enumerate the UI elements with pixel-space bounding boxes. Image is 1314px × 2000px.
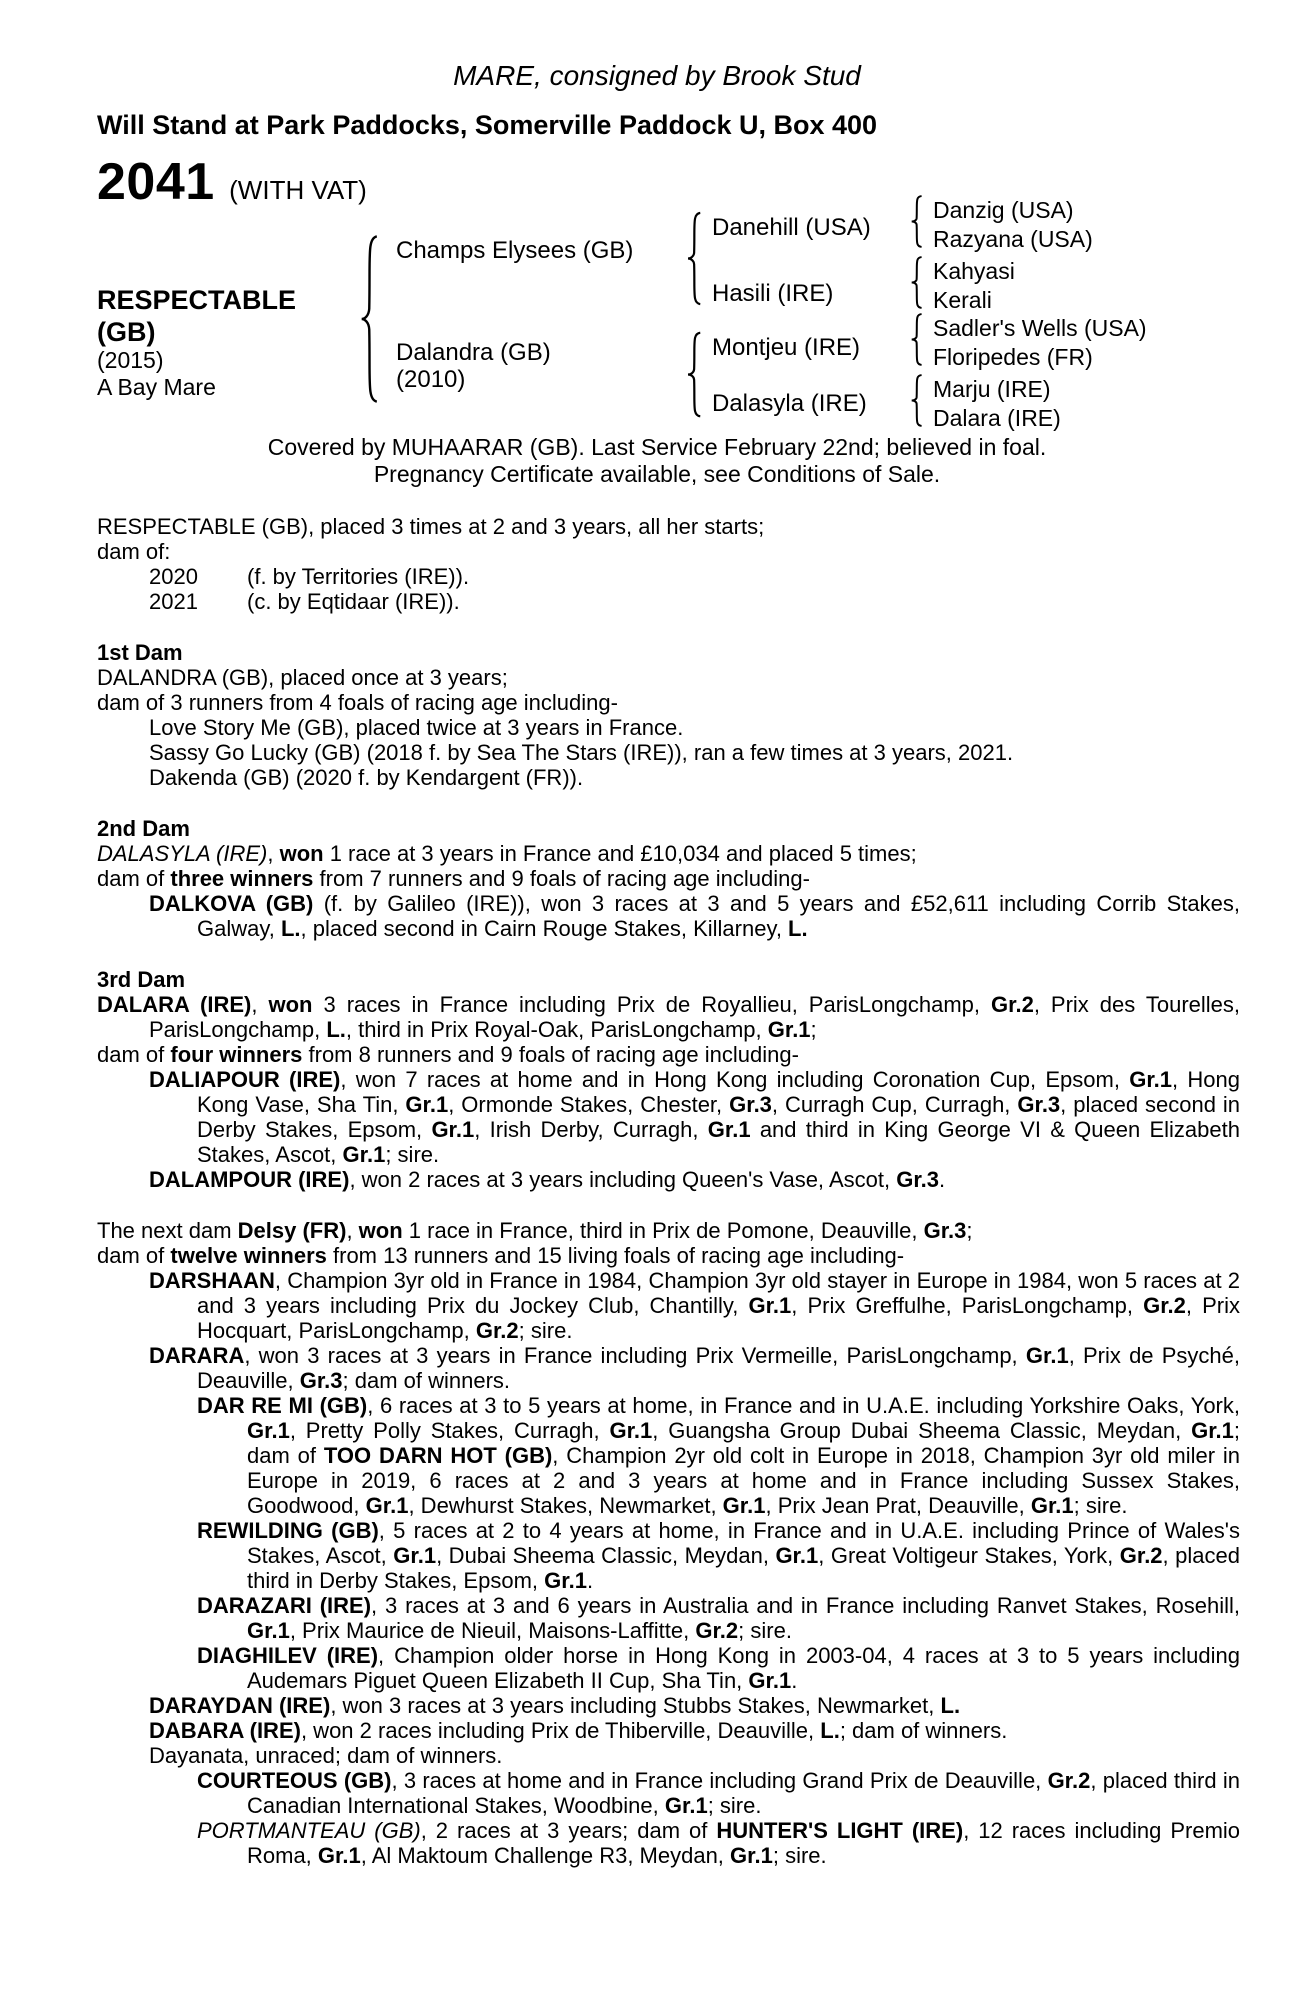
catalogue-paragraph (97, 1818, 1240, 1868)
text-run: Love Story Me (GB), placed twice at 3 years in France. (149, 715, 684, 740)
produce-year: 2021 (149, 589, 198, 614)
text-run: . (586, 1568, 594, 1593)
catalogue-paragraph (97, 1393, 1240, 1518)
text-run: Gr.3 (729, 1092, 772, 1117)
text-run: L. (820, 1718, 840, 1743)
pedigree-gen3-1: Razyana (USA) (933, 226, 1093, 252)
pedigree-gen3-5: Floripedes (FR) (933, 344, 1093, 370)
pedigree-brace-gen3-2 (906, 256, 923, 309)
text-run: Gr.1 (1129, 1067, 1173, 1092)
covering-line-1: Covered by MUHAARAR (GB). Last Service February 22nd; believed in foal. (267, 434, 1047, 460)
text-run: Gr.1 (730, 1843, 773, 1868)
text-run: , Champion 2yr old colt in Europe in 2018, Champion 3yr old miler in Europe in 2019, 6 races at 2 and 3 years at home and in France including Sussex Stakes, Goodwood, (247, 1443, 1241, 1518)
text-run: Gr.2 (1143, 1293, 1186, 1318)
text-run: , Prix de Psyché, Deauville, (197, 1343, 1240, 1393)
text-run: DALASYLA (IRE) (97, 841, 268, 866)
text-run: four winners (170, 1042, 303, 1067)
pedigree-section (97, 816, 1240, 941)
text-run: three winners (170, 866, 314, 891)
pedigree-brace-gen1 (353, 233, 379, 405)
text-run: , 3 races at home and in France including Grand Prix de Deauville, (391, 1768, 1048, 1793)
text-run: Gr.1 (1030, 1493, 1074, 1518)
text-run: , placed third in Derby Stakes, Epsom, (247, 1543, 1240, 1593)
text-run: REWILDING (GB) (197, 1518, 379, 1543)
produce-year: 2020 (149, 564, 198, 589)
text-run: , won 2 races at 3 years including Queen's Vase, Ascot, (349, 1167, 897, 1192)
catalogue-paragraph (97, 1343, 1240, 1393)
catalogue-paragraph (97, 589, 1240, 614)
pedigree-gen3-6: Marju (IRE) (933, 376, 1051, 402)
text-run: Gr.1 (393, 1543, 437, 1568)
text-run: ; sire. (518, 1318, 573, 1343)
text-run: Gr.1 (748, 1293, 792, 1318)
lot-horse-description: A Bay Mare (97, 374, 216, 400)
text-run: Gr.1 (317, 1843, 361, 1868)
pedigree-brace-gen2-top (681, 211, 702, 306)
text-run: PORTMANTEAU (GB) (197, 1818, 421, 1843)
text-run: (f. by Territories (IRE)). (247, 564, 470, 589)
text-run: DAR RE MI (GB) (197, 1393, 368, 1418)
text-run: Dayanata, unraced; dam of winners. (149, 1743, 503, 1768)
text-run: , Curragh Cup, Curragh, (771, 1092, 1018, 1117)
lot-number-row (97, 152, 367, 212)
text-run: ; dam of winners. (342, 1368, 511, 1393)
text-run: The next dam (97, 1218, 238, 1243)
text-run: won (279, 841, 324, 866)
text-run: Gr.1 (775, 1543, 819, 1568)
text-run: Dakenda (GB) (2020 f. by Kendargent (FR)). (149, 765, 584, 790)
text-run: Gr.3 (896, 1167, 940, 1192)
text-run: Gr.3 (1017, 1092, 1061, 1117)
text-run: dam of 3 runners from 4 foals of racing age including- (97, 690, 618, 715)
text-run: Gr.1 (1025, 1343, 1069, 1368)
text-run: Gr.3 (299, 1368, 343, 1393)
catalogue-paragraph (97, 1067, 1240, 1167)
pedigree-brace-gen2-bottom (681, 331, 702, 418)
catalogue-paragraph (97, 740, 1240, 765)
catalogue-paragraph (97, 841, 1240, 866)
pedigree-gen2-dam-dam: Dalasyla (IRE) (712, 390, 867, 417)
text-run: twelve winners (170, 1243, 327, 1268)
text-run: Sassy Go Lucky (GB) (2018 f. by Sea The Stars (IRE)), ran a few times at 3 years, 2021. (149, 740, 1014, 765)
pedigree-gen3-2: Kahyasi (933, 258, 1015, 284)
pedigree-gen3-4: Sadler's Wells (USA) (933, 315, 1147, 341)
catalogue-paragraph (97, 992, 1240, 1042)
pedigree-section (97, 1218, 1240, 1868)
text-run: (f. by Galileo (IRE)), won 3 races at 3 and 5 years and £52,611 including Corrib Stakes, Galway, (197, 891, 1240, 941)
catalogue-paragraph (97, 690, 1240, 715)
text-run: Gr.1 (664, 1793, 708, 1818)
section-heading: 3rd Dam (97, 967, 186, 992)
catalogue-paragraph (97, 539, 1240, 564)
pedigree-gen2-sire-dam: Hasili (IRE) (712, 280, 834, 307)
pedigree-section (97, 514, 1240, 614)
text-run: from 8 runners and 9 foals of racing age including- (302, 1042, 799, 1067)
catalogue-paragraph (97, 1768, 1240, 1818)
text-run: . (939, 1167, 946, 1192)
text-run: , won 3 races at 3 years including Stubbs Stakes, Newmarket, (330, 1693, 941, 1718)
text-run: ; sire. (707, 1793, 762, 1818)
text-run: , Al Maktoum Challenge R3, Meydan, (360, 1843, 731, 1868)
text-run: Gr.1 (544, 1568, 587, 1593)
text-run: Gr.2 (1119, 1543, 1163, 1568)
text-run: , third in Prix Royal-Oak, ParisLongchamp, (345, 1017, 768, 1042)
text-run: Gr.1 (405, 1092, 449, 1117)
text-run: , won 3 races at 3 years in France including Prix Vermeille, ParisLongchamp, (244, 1343, 1026, 1368)
text-run: ; sire. (385, 1142, 440, 1167)
catalogue-paragraph (97, 715, 1240, 740)
catalogue-paragraph (97, 1743, 1240, 1768)
text-run: ; sire. (1073, 1493, 1128, 1518)
text-run: , Dewhurst Stakes, Newmarket, (408, 1493, 723, 1518)
text-run: dam of (97, 1042, 171, 1067)
text-run: , Prix Greffulhe, ParisLongchamp, (791, 1293, 1144, 1318)
text-run: DIAGHILEV (IRE) (197, 1643, 379, 1668)
text-run: Gr.2 (475, 1318, 519, 1343)
pedigree-brace-gen3-3 (906, 313, 923, 366)
text-run: Gr.1 (748, 1668, 792, 1693)
text-run: Gr.1 (431, 1117, 475, 1142)
text-run: dam of: (97, 539, 171, 564)
text-run: , (346, 1218, 359, 1243)
text-run: , won 7 races at home and in Hong Kong including Coronation Cup, Epsom, (340, 1067, 1130, 1092)
text-run: ; (966, 1218, 973, 1243)
text-run: won (268, 992, 313, 1017)
text-run: (c. by Eqtidaar (IRE)). (247, 589, 460, 614)
lot-year-foaled: (2015) (97, 347, 164, 373)
text-run: Gr.1 (247, 1618, 290, 1643)
text-run: DALIAPOUR (IRE) (149, 1067, 341, 1092)
text-run: , Irish Derby, Curragh, (474, 1117, 708, 1142)
text-run: , 6 races at 3 to 5 years at home, in France and in U.A.E. including Yorkshire Oaks, York, (367, 1393, 1240, 1418)
text-run: , Prix des Tourelles, ParisLongchamp, (149, 992, 1240, 1042)
text-run: , Great Voltigeur Stakes, York, (818, 1543, 1120, 1568)
text-run: Gr.1 (1191, 1418, 1234, 1443)
text-run: and third in King George VI & Queen Elizabeth Stakes, Ascot, (197, 1117, 1240, 1167)
text-run: Gr.1 (722, 1493, 766, 1518)
covering-statement (0, 434, 1314, 488)
text-run: L. (788, 916, 808, 941)
text-run: 1 race in France, third in Prix de Pomone, Deauville, (402, 1218, 924, 1243)
text-run: , Champion 3yr old in France in 1984, Champion 3yr old stayer in Europe in 1984, won 5 races at 2 and 3 years including Prix du Jockey Club, Chantilly, (197, 1268, 1240, 1318)
vat-note: (WITH VAT) (229, 175, 367, 205)
pedigree-gen3-0: Danzig (USA) (933, 197, 1074, 223)
text-run: Gr.1 (707, 1117, 751, 1142)
text-run: Gr.1 (609, 1418, 653, 1443)
lot-number: 2041 (97, 153, 215, 211)
catalogue-paragraph (97, 1042, 1240, 1067)
lot-horse-name: RESPECTABLE (97, 285, 297, 315)
text-run: DALARA (IRE) (97, 992, 252, 1017)
text-run: Gr.2 (1047, 1768, 1091, 1793)
text-run: ; sire. (738, 1618, 792, 1643)
text-run: Gr.1 (767, 1017, 811, 1042)
text-run: , 3 races at 3 and 6 years in Australia and in France including Ranvet Stakes, Rosehill, (371, 1593, 1240, 1618)
lot-horse-name-suffix: (GB) (97, 317, 156, 347)
text-run: , Ormonde Stakes, Chester, (448, 1092, 730, 1117)
text-run: L. (326, 1017, 346, 1042)
pedigree-brace-gen3-4 (906, 374, 923, 427)
text-run: TOO DARN HOT (GB) (323, 1443, 553, 1468)
text-run: , Pretty Polly Stakes, Curragh, (289, 1418, 610, 1443)
text-run: Gr.1 (247, 1418, 290, 1443)
text-run: COURTEOUS (GB) (197, 1768, 392, 1793)
text-run: , Hong Kong Vase, Sha Tin, (197, 1067, 1240, 1117)
text-run: , won 2 races including Prix de Thiberville, Deauville, (300, 1718, 821, 1743)
text-run: Gr.2 (695, 1618, 739, 1643)
catalogue-paragraph (97, 891, 1240, 941)
pedigree-section (97, 640, 1240, 790)
section-heading: 1st Dam (97, 640, 183, 665)
text-run: 3 races in France including Prix de Royallieu, ParisLongchamp, (312, 992, 991, 1017)
catalogue-paragraph (97, 1593, 1240, 1643)
stand-location-line: Will Stand at Park Paddocks, Somerville Paddock U, Box 400 (97, 110, 878, 140)
text-run: , (251, 992, 269, 1017)
catalogue-paragraph (97, 1718, 1240, 1743)
text-run: Gr.2 (991, 992, 1034, 1017)
text-run: , 5 races at 2 to 4 years at home, in France and in U.A.E. including Prince of Wales's Stakes, Ascot, (247, 1518, 1240, 1568)
text-run: , Guangsha Group Dubai Sheema Classic, Meydan, (652, 1418, 1192, 1443)
text-run: , 12 races including Premio Roma, (247, 1818, 1241, 1868)
text-run: Gr.3 (923, 1218, 967, 1243)
text-run: , Prix Maurice de Nieuil, Maisons-Laffitte, (289, 1618, 696, 1643)
text-run: HUNTER'S LIGHT (IRE) (716, 1818, 964, 1843)
catalogue-paragraph (97, 564, 1240, 589)
text-run: Delsy (FR) (237, 1218, 347, 1243)
pedigree-section (97, 967, 1240, 1192)
text-run: DARAYDAN (IRE) (149, 1693, 331, 1718)
text-run: RESPECTABLE (GB), placed 3 times at 2 and 3 years, all her starts; (97, 514, 765, 539)
catalogue-paragraph (97, 1268, 1240, 1343)
pedigree-gen2-sire-sire: Danehill (USA) (712, 214, 871, 241)
text-run: ; sire. (772, 1843, 827, 1868)
text-run: ; dam of (247, 1418, 1241, 1468)
text-run: . (791, 1668, 798, 1693)
text-run: ; (810, 1017, 817, 1042)
catalogue-paragraph (97, 1243, 1240, 1268)
text-run: ; dam of winners. (839, 1718, 1008, 1743)
text-run: DALANDRA (GB), placed once at 3 years; (97, 665, 508, 690)
catalogue-paragraph (97, 1518, 1240, 1593)
text-run: DARSHAAN (149, 1268, 275, 1293)
pedigree-brace-gen3-1 (906, 195, 923, 248)
catalogue-paragraph (97, 866, 1240, 891)
text-run: , Prix Jean Prat, Deauville, (765, 1493, 1031, 1518)
text-run: L. (280, 916, 301, 941)
text-run: L. (940, 1693, 961, 1718)
text-run: DALKOVA (GB) (149, 891, 314, 916)
pedigree-gen3-3: Kerali (933, 287, 992, 313)
pedigree-dam: Dalandra (GB) (396, 339, 551, 366)
text-run: , Prix Hocquart, ParisLongchamp, (197, 1293, 1240, 1343)
text-run: Gr.1 (365, 1493, 409, 1518)
catalogue-paragraph (97, 1693, 1240, 1718)
catalogue-paragraph (97, 1643, 1240, 1693)
text-run: , 2 races at 3 years; dam of (420, 1818, 717, 1843)
section-heading: 2nd Dam (97, 816, 190, 841)
text-run: , Champion older horse in Hong Kong in 2003-04, 4 races at 3 to 5 years including Audemars Piguet Queen Elizabeth II Cup, Sha Tin, (247, 1643, 1241, 1693)
text-run: won (358, 1218, 403, 1243)
pedigree-gen3-7: Dalara (IRE) (933, 405, 1061, 431)
catalogue-paragraph (97, 1218, 1240, 1243)
text-run: dam of (97, 866, 171, 891)
text-run: , (267, 841, 280, 866)
pedigree-dam-year: (2010) (396, 366, 466, 393)
catalogue-paragraph (97, 765, 1240, 790)
text-run: , Dubai Sheema Classic, Meydan, (436, 1543, 776, 1568)
catalogue-paragraph (97, 1167, 1240, 1192)
consignor-line: MARE, consigned by Brook Stud (453, 60, 861, 91)
text-run: DARARA (149, 1343, 245, 1368)
text-run: , placed third in Canadian International Stakes, Woodbine, (247, 1768, 1241, 1818)
text-run: DALAMPOUR (IRE) (149, 1167, 350, 1192)
text-run: dam of (97, 1243, 171, 1268)
pedigree-sire: Champs Elysees (GB) (396, 237, 634, 264)
text-run: , placed second in Cairn Rouge Stakes, Killarney, (300, 916, 789, 941)
text-run: from 7 runners and 9 foals of racing age including- (313, 866, 810, 891)
text-run: , placed second in Derby Stakes, Epsom, (197, 1092, 1241, 1142)
text-run: 1 race at 3 years in France and £10,034 and placed 5 times; (323, 841, 917, 866)
text-run: Gr.1 (342, 1142, 386, 1167)
text-run: DARAZARI (IRE) (197, 1593, 372, 1618)
text-run: DABARA (IRE) (149, 1718, 301, 1743)
pedigree-text-body (97, 514, 1240, 1868)
text-run: from 13 runners and 15 living foals of racing age including- (326, 1243, 905, 1268)
pedigree-gen2-dam-sire: Montjeu (IRE) (712, 334, 861, 361)
catalogue-paragraph (97, 514, 1240, 539)
covering-line-2: Pregnancy Certificate available, see Conditions of Sale. (373, 461, 941, 487)
catalogue-paragraph (97, 665, 1240, 690)
